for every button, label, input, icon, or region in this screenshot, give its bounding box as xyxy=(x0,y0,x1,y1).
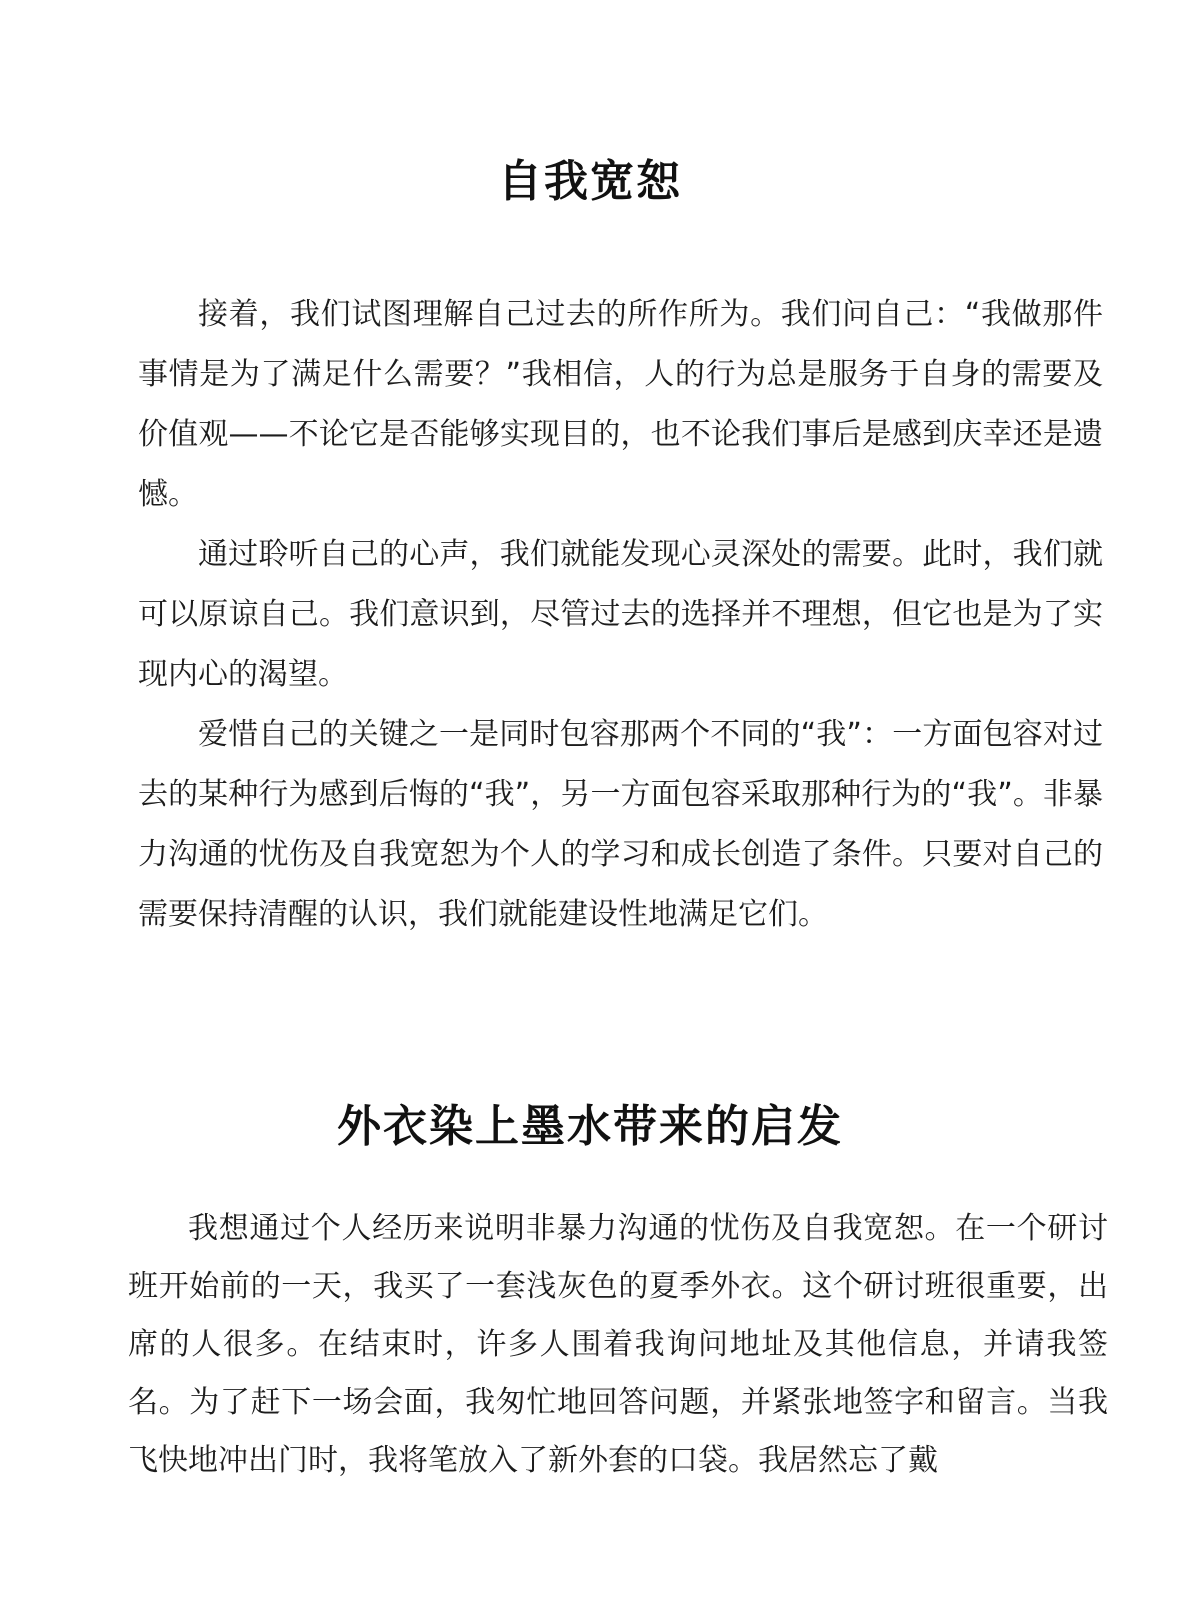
paragraph: 通过聆听自己的心声，我们就能发现心灵深处的需要。此时，我们就可以原谅自己。我们意识到，尽管过去的选择并不理想，但它也是为了实现内心的渴望。 xyxy=(138,537,1103,692)
paragraph: 爱惜自己的关键之一是同时包容那两个不同的“我”：一方面包容对过去的某种行为感到后悔的“我”，另一方面包容采取那种行为的“我”。非暴力沟通的忧伤及自我宽恕为个人的学习和成长创造了条件。只要对自己的需要保持清醒的认识，我们就能建设性地满足它们。 xyxy=(138,717,1103,932)
paragraph: 我想通过个人经历来说明非暴力沟通的忧伤及自我宽恕。在一个研讨班开始前的一天，我买了一套浅灰色的夏季外衣。这个研讨班很重要，出席的人很多。在结束时，许多人围着我询问地址及其他信息，并请我签名。为了赶下一场会面，我匆忙地回答问题，并紧张地签字和留言。当我飞快地冲出门时，我将笔放入了新外套的口袋。我居然忘了戴 xyxy=(128,1211,1108,1478)
paragraph: 接着，我们试图理解自己过去的所作所为。我们问自己：“我做那件事情是为了满足什么需要？”我相信，人的行为总是服务于自身的需要及价值观——不论它是否能够实现目的，也不论我们事后是感到庆幸还是遗憾。 xyxy=(138,297,1103,512)
section-title-self-forgiveness: 自我宽恕 xyxy=(498,156,682,207)
section-title-ink-stained-coat: 外衣染上墨水带来的启发 xyxy=(337,1101,843,1152)
